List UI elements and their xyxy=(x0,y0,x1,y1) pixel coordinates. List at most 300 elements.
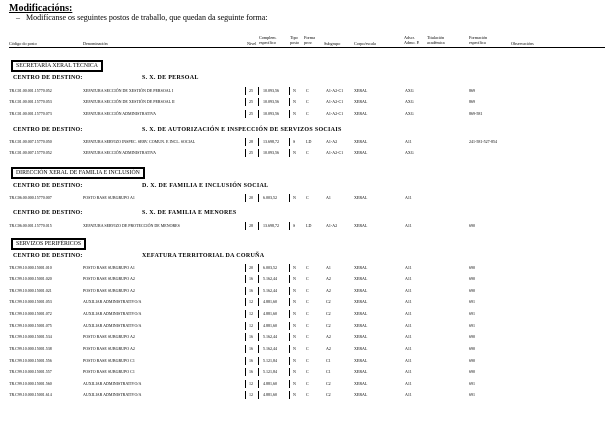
cell-sub: A1-A2-C1 xyxy=(326,88,344,93)
header-corpo: Corpo/escala xyxy=(354,41,376,46)
table-row xyxy=(0,332,615,341)
center-name: XEFATURA TERRITORIAL DA CORUÑA xyxy=(142,253,265,259)
cell-tipo: N xyxy=(293,99,296,104)
cell-adscr: A11 xyxy=(405,139,412,144)
header-adscricion-2: Admo. P. xyxy=(404,40,420,45)
cell-tipo: N xyxy=(293,195,296,200)
table-row xyxy=(0,193,615,202)
cell-comp: 13.698,72 xyxy=(263,139,279,144)
center-label: CENTRO DE DESTINO: xyxy=(13,253,83,259)
cell-form: 690 xyxy=(469,223,475,228)
column-rule xyxy=(258,87,259,95)
column-rule xyxy=(258,275,259,283)
cell-comp: 4.881,60 xyxy=(263,381,277,386)
header-forma xyxy=(304,35,315,45)
cell-code: TR.C99.10.000.15001.010 xyxy=(9,265,52,270)
column-rule xyxy=(289,149,290,157)
cell-level: 16 xyxy=(249,369,253,374)
cell-name: POSTO BASE SUBGRUPO A1 xyxy=(83,265,135,270)
cell-sub: C2 xyxy=(326,323,331,328)
cell-name: AUXILIAR ADMINISTRATIVO/A xyxy=(83,381,142,386)
cell-corpo: XERAL xyxy=(354,311,368,316)
column-rule xyxy=(258,138,259,146)
table-row xyxy=(0,148,615,157)
cell-name: POSTO BASE SUBGRUPO A2 xyxy=(83,334,135,339)
center-name: S. X. DE AUTORIZACIÓN E INSPECCIÓN DE SERVIZOS SOCIAIS xyxy=(142,127,342,133)
cell-forma: LD xyxy=(306,223,312,228)
header-codigo: Código do posto xyxy=(9,41,37,46)
column-rule xyxy=(258,264,259,272)
cell-sub: A2 xyxy=(326,334,331,339)
cell-code: TR.C99.10.000.15001.560 xyxy=(9,381,52,386)
cell-adscr: A11 xyxy=(405,369,412,374)
header-tipo xyxy=(290,35,299,45)
column-rule xyxy=(258,380,259,388)
cell-tipo: N xyxy=(293,288,296,293)
column-rule xyxy=(289,275,290,283)
cell-forma: C xyxy=(306,88,309,93)
cell-level: 16 xyxy=(249,346,253,351)
cell-adscr: A11 xyxy=(405,265,412,270)
column-rule xyxy=(245,149,246,157)
cell-level: 16 xyxy=(249,288,253,293)
column-rule xyxy=(245,194,246,202)
header-titulacion-1: Titulación xyxy=(427,35,445,40)
cell-level: 25 xyxy=(249,150,253,155)
cell-corpo: XERAL xyxy=(354,150,368,155)
column-rule xyxy=(245,138,246,146)
table-row xyxy=(0,321,615,330)
cell-tipo: N xyxy=(293,369,296,374)
column-rule xyxy=(245,275,246,283)
cell-corpo: XERAL xyxy=(354,369,368,374)
cell-forma: C xyxy=(306,265,309,270)
cell-code: TR.C06.00.000.15770.007 xyxy=(9,195,52,200)
column-rule xyxy=(289,98,290,106)
center-name: S. X. DE PERSOAL xyxy=(142,75,199,81)
cell-form: 690 xyxy=(469,276,475,281)
table-row xyxy=(0,356,615,365)
cell-level: 12 xyxy=(249,323,253,328)
cell-forma: C xyxy=(306,358,309,363)
cell-code: TR.C99.10.000.15001.075 xyxy=(9,323,52,328)
cell-level: 25 xyxy=(249,99,253,104)
cell-code: TR.C99.10.000.15001.557 xyxy=(9,369,52,374)
cell-comp: 6.003,52 xyxy=(263,195,277,200)
header-formacion xyxy=(469,35,487,45)
header-adscricion-1: Adscr. xyxy=(404,35,415,40)
cell-form: 690 xyxy=(469,334,475,339)
cell-corpo: XERAL xyxy=(354,223,368,228)
cell-code: TR.C99.10.000.15001.556 xyxy=(9,358,52,363)
cell-level: 28 xyxy=(249,223,253,228)
cell-adscr: A11 xyxy=(405,311,412,316)
cell-form: 241-581-527-854 xyxy=(469,139,497,144)
cell-level: 12 xyxy=(249,381,253,386)
table-row xyxy=(0,344,615,353)
cell-corpo: XERAL xyxy=(354,381,368,386)
intro-text xyxy=(16,13,268,22)
header-nivel: Nivel xyxy=(247,41,257,46)
cell-forma: C xyxy=(306,99,309,104)
header-forma-1: Forma xyxy=(304,35,315,40)
table-row xyxy=(0,367,615,376)
cell-form: 690 xyxy=(469,265,475,270)
cell-code: TR.C01.00.007.15770.050 xyxy=(9,139,52,144)
cell-tipo: N xyxy=(293,381,296,386)
column-rule xyxy=(245,345,246,353)
cell-sub: A1-A2 xyxy=(326,139,338,144)
header-divider xyxy=(9,47,605,48)
center-label: CENTRO DE DESTINO: xyxy=(13,127,83,133)
header-complemento xyxy=(259,35,277,45)
column-rule xyxy=(245,287,246,295)
cell-level: 25 xyxy=(249,111,253,116)
cell-comp: 10.093,56 xyxy=(263,99,279,104)
column-rule xyxy=(289,322,290,330)
cell-corpo: XERAL xyxy=(354,265,368,270)
cell-form: 691 xyxy=(469,299,475,304)
intro-dash: – xyxy=(16,13,20,22)
table-row xyxy=(0,137,615,146)
cell-sub: A1-A2-C1 xyxy=(326,111,344,116)
cell-adscr: AXG xyxy=(405,88,414,93)
cell-forma: C xyxy=(306,311,309,316)
cell-corpo: XERAL xyxy=(354,288,368,293)
cell-name: POSTO BASE SUBGRUPO A2 xyxy=(83,346,135,351)
column-rule xyxy=(245,87,246,95)
cell-tipo: N xyxy=(293,323,296,328)
cell-code: TR.C01.00.001.15770.073 xyxy=(9,111,52,116)
cell-forma: C xyxy=(306,346,309,351)
cell-comp: 10.093,56 xyxy=(263,150,279,155)
cell-level: 20 xyxy=(249,195,253,200)
cell-name: XEFATURA SECCIÓN ADMINISTRATIVA xyxy=(83,111,156,116)
cell-comp: 13.698,72 xyxy=(263,223,279,228)
section-title: SERVIZOS PERIFÉRICOS xyxy=(12,239,85,249)
column-rule xyxy=(258,391,259,399)
cell-level: 12 xyxy=(249,311,253,316)
cell-corpo: XERAL xyxy=(354,99,368,104)
cell-forma: LD xyxy=(306,139,312,144)
cell-form: 869 xyxy=(469,88,475,93)
cell-adscr: A11 xyxy=(405,299,412,304)
cell-tipo: N xyxy=(293,88,296,93)
column-rule xyxy=(289,194,290,202)
cell-comp: 4.881,60 xyxy=(263,323,277,328)
cell-code: TR.C99.10.000.15001.534 xyxy=(9,334,52,339)
column-rule xyxy=(245,264,246,272)
cell-forma: C xyxy=(306,288,309,293)
cell-corpo: XERAL xyxy=(354,195,368,200)
column-rule xyxy=(258,149,259,157)
cell-corpo: XERAL xyxy=(354,346,368,351)
column-rule xyxy=(258,222,259,230)
cell-form: 691 xyxy=(469,323,475,328)
cell-adscr: AXG xyxy=(405,150,414,155)
cell-tipo: N xyxy=(293,358,296,363)
cell-form: 691 xyxy=(469,381,475,386)
column-rule xyxy=(289,110,290,118)
column-rule xyxy=(258,333,259,341)
header-titulacion xyxy=(427,35,445,45)
cell-code: TR.C01.00.001.15770.052 xyxy=(9,88,52,93)
center-label: CENTRO DE DESTINO: xyxy=(13,210,83,216)
column-rule xyxy=(245,380,246,388)
column-rule xyxy=(289,345,290,353)
cell-sub: A2 xyxy=(326,346,331,351)
cell-name: XEFATURA SERVIZO DE PROTECCIÓN DE MENORES xyxy=(83,223,180,228)
cell-sub: A2 xyxy=(326,276,331,281)
table-row xyxy=(0,390,615,399)
table-row xyxy=(0,286,615,295)
cell-sub: A1-A2-C1 xyxy=(326,99,344,104)
cell-form: 690 xyxy=(469,346,475,351)
column-rule xyxy=(289,264,290,272)
column-rule xyxy=(245,110,246,118)
cell-level: 25 xyxy=(249,88,253,93)
intro-sentence: Modifícanse os seguintes postos de traballo, que quedan da seguinte forma: xyxy=(26,13,268,22)
cell-tipo: N xyxy=(293,311,296,316)
cell-comp: 6.003,52 xyxy=(263,265,277,270)
cell-corpo: XERAL xyxy=(354,299,368,304)
cell-sub: C1 xyxy=(326,358,331,363)
cell-code: TR.C01.00.007.15770.052 xyxy=(9,150,52,155)
cell-form: 690 xyxy=(469,369,475,374)
cell-corpo: XERAL xyxy=(354,139,368,144)
column-rule xyxy=(289,333,290,341)
cell-name: AUXILIAR ADMINISTRATIVO/A xyxy=(83,311,142,316)
column-rule xyxy=(245,222,246,230)
cell-code: TR.C01.00.001.15770.053 xyxy=(9,99,52,104)
cell-code: TR.C99.10.000.15001.020 xyxy=(9,276,52,281)
cell-sub: A1-A2-C1 xyxy=(326,150,344,155)
cell-tipo: N xyxy=(293,299,296,304)
section-title: DIRECCIÓN XERAL DE FAMILIA E INCLUSIÓN xyxy=(12,168,144,178)
cell-form: 869 xyxy=(469,99,475,104)
cell-comp: 5.121,84 xyxy=(263,358,277,363)
column-rule xyxy=(289,222,290,230)
cell-adscr: A11 xyxy=(405,381,412,386)
header-adscricion xyxy=(404,35,419,45)
cell-sub: C2 xyxy=(326,392,331,397)
cell-form: 869-581 xyxy=(469,111,483,116)
cell-corpo: XERAL xyxy=(354,334,368,339)
column-rule xyxy=(245,298,246,306)
cell-adscr: A11 xyxy=(405,288,412,293)
cell-forma: C xyxy=(306,150,309,155)
column-rule xyxy=(245,98,246,106)
cell-name: POSTO BASE SUBGRUPO C1 xyxy=(83,358,135,363)
column-rule xyxy=(245,322,246,330)
cell-form: 690 xyxy=(469,288,475,293)
cell-comp: 5.162,44 xyxy=(263,346,277,351)
page-title: Modificacións: xyxy=(9,3,73,14)
table-row xyxy=(0,309,615,318)
cell-adscr: A11 xyxy=(405,223,412,228)
cell-adscr: AXG xyxy=(405,111,414,116)
cell-sub: C2 xyxy=(326,311,331,316)
cell-code: TR.C99.10.000.15001.053 xyxy=(9,299,52,304)
cell-adscr: A11 xyxy=(405,323,412,328)
cell-code: TR.C99.10.000.15001.538 xyxy=(9,346,52,351)
column-rule xyxy=(289,298,290,306)
header-complemento-2: específico xyxy=(259,40,276,45)
cell-sub: A2 xyxy=(326,288,331,293)
header-forma-2: prov. xyxy=(304,40,313,45)
cell-comp: 5.162,44 xyxy=(263,334,277,339)
cell-comp: 5.162,44 xyxy=(263,276,277,281)
table-row xyxy=(0,297,615,306)
header-titulacion-2: académica xyxy=(427,40,445,45)
column-rule xyxy=(289,287,290,295)
header-formacion-1: Formación xyxy=(469,35,488,40)
column-rule xyxy=(258,345,259,353)
column-rule xyxy=(289,380,290,388)
column-rule xyxy=(258,357,259,365)
cell-name: POSTO BASE SUBGRUPO A2 xyxy=(83,288,135,293)
column-rule xyxy=(258,322,259,330)
header-denominacion: Denominación xyxy=(83,41,108,46)
table-row xyxy=(0,86,615,95)
cell-level: 16 xyxy=(249,334,253,339)
cell-level: 16 xyxy=(249,358,253,363)
cell-tipo: N xyxy=(293,265,296,270)
table-row xyxy=(0,109,615,118)
header-subgrupo: Subgrupo xyxy=(324,41,341,46)
cell-corpo: XERAL xyxy=(354,88,368,93)
column-rule xyxy=(289,368,290,376)
cell-name: POSTO BASE SUBGRUPO A1 xyxy=(83,195,135,200)
cell-tipo: S xyxy=(293,139,296,144)
cell-corpo: XERAL xyxy=(354,392,368,397)
cell-form: 690 xyxy=(469,358,475,363)
column-rule xyxy=(289,357,290,365)
column-rule xyxy=(245,310,246,318)
cell-corpo: XERAL xyxy=(354,111,368,116)
cell-level: 12 xyxy=(249,299,253,304)
cell-sub: A1-A2 xyxy=(326,223,338,228)
cell-comp: 4.881,60 xyxy=(263,299,277,304)
cell-code: TR.C06.00.001.15770.015 xyxy=(9,223,52,228)
cell-forma: C xyxy=(306,381,309,386)
cell-name: XEFATURA SECCIÓN DE XESTIÓN DE PERSOAL II xyxy=(83,99,175,104)
cell-sub: C1 xyxy=(326,369,331,374)
table-row xyxy=(0,97,615,106)
cell-adscr: A11 xyxy=(405,276,412,281)
column-rule xyxy=(258,298,259,306)
cell-comp: 10.093,56 xyxy=(263,88,279,93)
cell-sub: A1 xyxy=(326,265,331,270)
cell-adscr: A11 xyxy=(405,195,412,200)
column-rule xyxy=(245,333,246,341)
cell-forma: C xyxy=(306,276,309,281)
cell-forma: C xyxy=(306,392,309,397)
cell-forma: C xyxy=(306,111,309,116)
cell-corpo: XERAL xyxy=(354,358,368,363)
center-name: D. X. DE FAMILIA E INCLUSIÓN SOCIAL xyxy=(142,183,269,189)
table-row xyxy=(0,263,615,272)
cell-level: 12 xyxy=(249,392,253,397)
cell-name: XEFATURA SERVIZO INSPEC. SERV. COMUN. E INCL. SOCIAL xyxy=(83,139,196,144)
cell-level: 16 xyxy=(249,276,253,281)
header-formacion-2: específica xyxy=(469,40,486,45)
header-tipo-2: posto xyxy=(290,40,300,45)
column-rule xyxy=(289,310,290,318)
column-rule xyxy=(258,368,259,376)
center-label: CENTRO DE DESTINO: xyxy=(13,75,83,81)
cell-code: TR.C99.10.000.15001.614 xyxy=(9,392,52,397)
cell-name: AUXILIAR ADMINISTRATIVO/A xyxy=(83,323,142,328)
cell-name: XEFATURA SECCIÓN ADMINISTRATIVA xyxy=(83,150,156,155)
cell-corpo: XERAL xyxy=(354,323,368,328)
column-rule xyxy=(258,310,259,318)
cell-sub: A1 xyxy=(326,195,331,200)
header-complemento-1: Complem. xyxy=(259,35,277,40)
center-label: CENTRO DE DESTINO: xyxy=(13,183,83,189)
cell-code: TR.C99.10.000.15001.021 xyxy=(9,288,52,293)
header-observacions: Observacións xyxy=(511,41,534,46)
column-rule xyxy=(258,110,259,118)
column-rule xyxy=(245,357,246,365)
cell-name: POSTO BASE SUBGRUPO C1 xyxy=(83,369,135,374)
cell-tipo: N xyxy=(293,150,296,155)
cell-tipo: N xyxy=(293,276,296,281)
column-rule xyxy=(258,287,259,295)
section-title: SECRETARÍA XERAL TÉCNICA xyxy=(12,61,102,71)
cell-comp: 10.093,56 xyxy=(263,111,279,116)
cell-adscr: A11 xyxy=(405,334,412,339)
cell-code: TR.C99.10.000.15001.072 xyxy=(9,311,52,316)
cell-forma: C xyxy=(306,334,309,339)
column-rule xyxy=(289,138,290,146)
cell-adscr: A11 xyxy=(405,358,412,363)
cell-adscr: A11 xyxy=(405,392,412,397)
cell-comp: 4.881,60 xyxy=(263,311,277,316)
cell-level: 28 xyxy=(249,139,253,144)
column-rule xyxy=(258,194,259,202)
cell-comp: 5.121,84 xyxy=(263,369,277,374)
table-row xyxy=(0,221,615,230)
cell-tipo: N xyxy=(293,392,296,397)
cell-name: AUXILIAR ADMINISTRATIVO/A xyxy=(83,299,142,304)
column-rule xyxy=(289,391,290,399)
column-rule xyxy=(245,391,246,399)
cell-forma: C xyxy=(306,369,309,374)
cell-tipo: N xyxy=(293,111,296,116)
cell-forma: C xyxy=(306,299,309,304)
cell-tipo: S xyxy=(293,223,296,228)
cell-corpo: XERAL xyxy=(354,276,368,281)
cell-form: 691 xyxy=(469,311,475,316)
center-name: S. X. DE FAMILIA E MENORES xyxy=(142,210,237,216)
cell-adscr: A11 xyxy=(405,346,412,351)
table-row xyxy=(0,379,615,388)
cell-form: 691 xyxy=(469,392,475,397)
cell-sub: C2 xyxy=(326,299,331,304)
column-rule xyxy=(289,87,290,95)
column-rule xyxy=(258,98,259,106)
cell-name: AUXILIAR ADMINISTRATIVO/A xyxy=(83,392,142,397)
cell-forma: C xyxy=(306,195,309,200)
cell-forma: C xyxy=(306,323,309,328)
cell-comp: 4.881,60 xyxy=(263,392,277,397)
cell-level: 20 xyxy=(249,265,253,270)
header-tipo-1: Tipo xyxy=(290,35,298,40)
cell-name: XEFATURA SECCIÓN DE XESTIÓN DE PERSOAL I xyxy=(83,88,174,93)
table-row xyxy=(0,274,615,283)
cell-tipo: N xyxy=(293,346,296,351)
